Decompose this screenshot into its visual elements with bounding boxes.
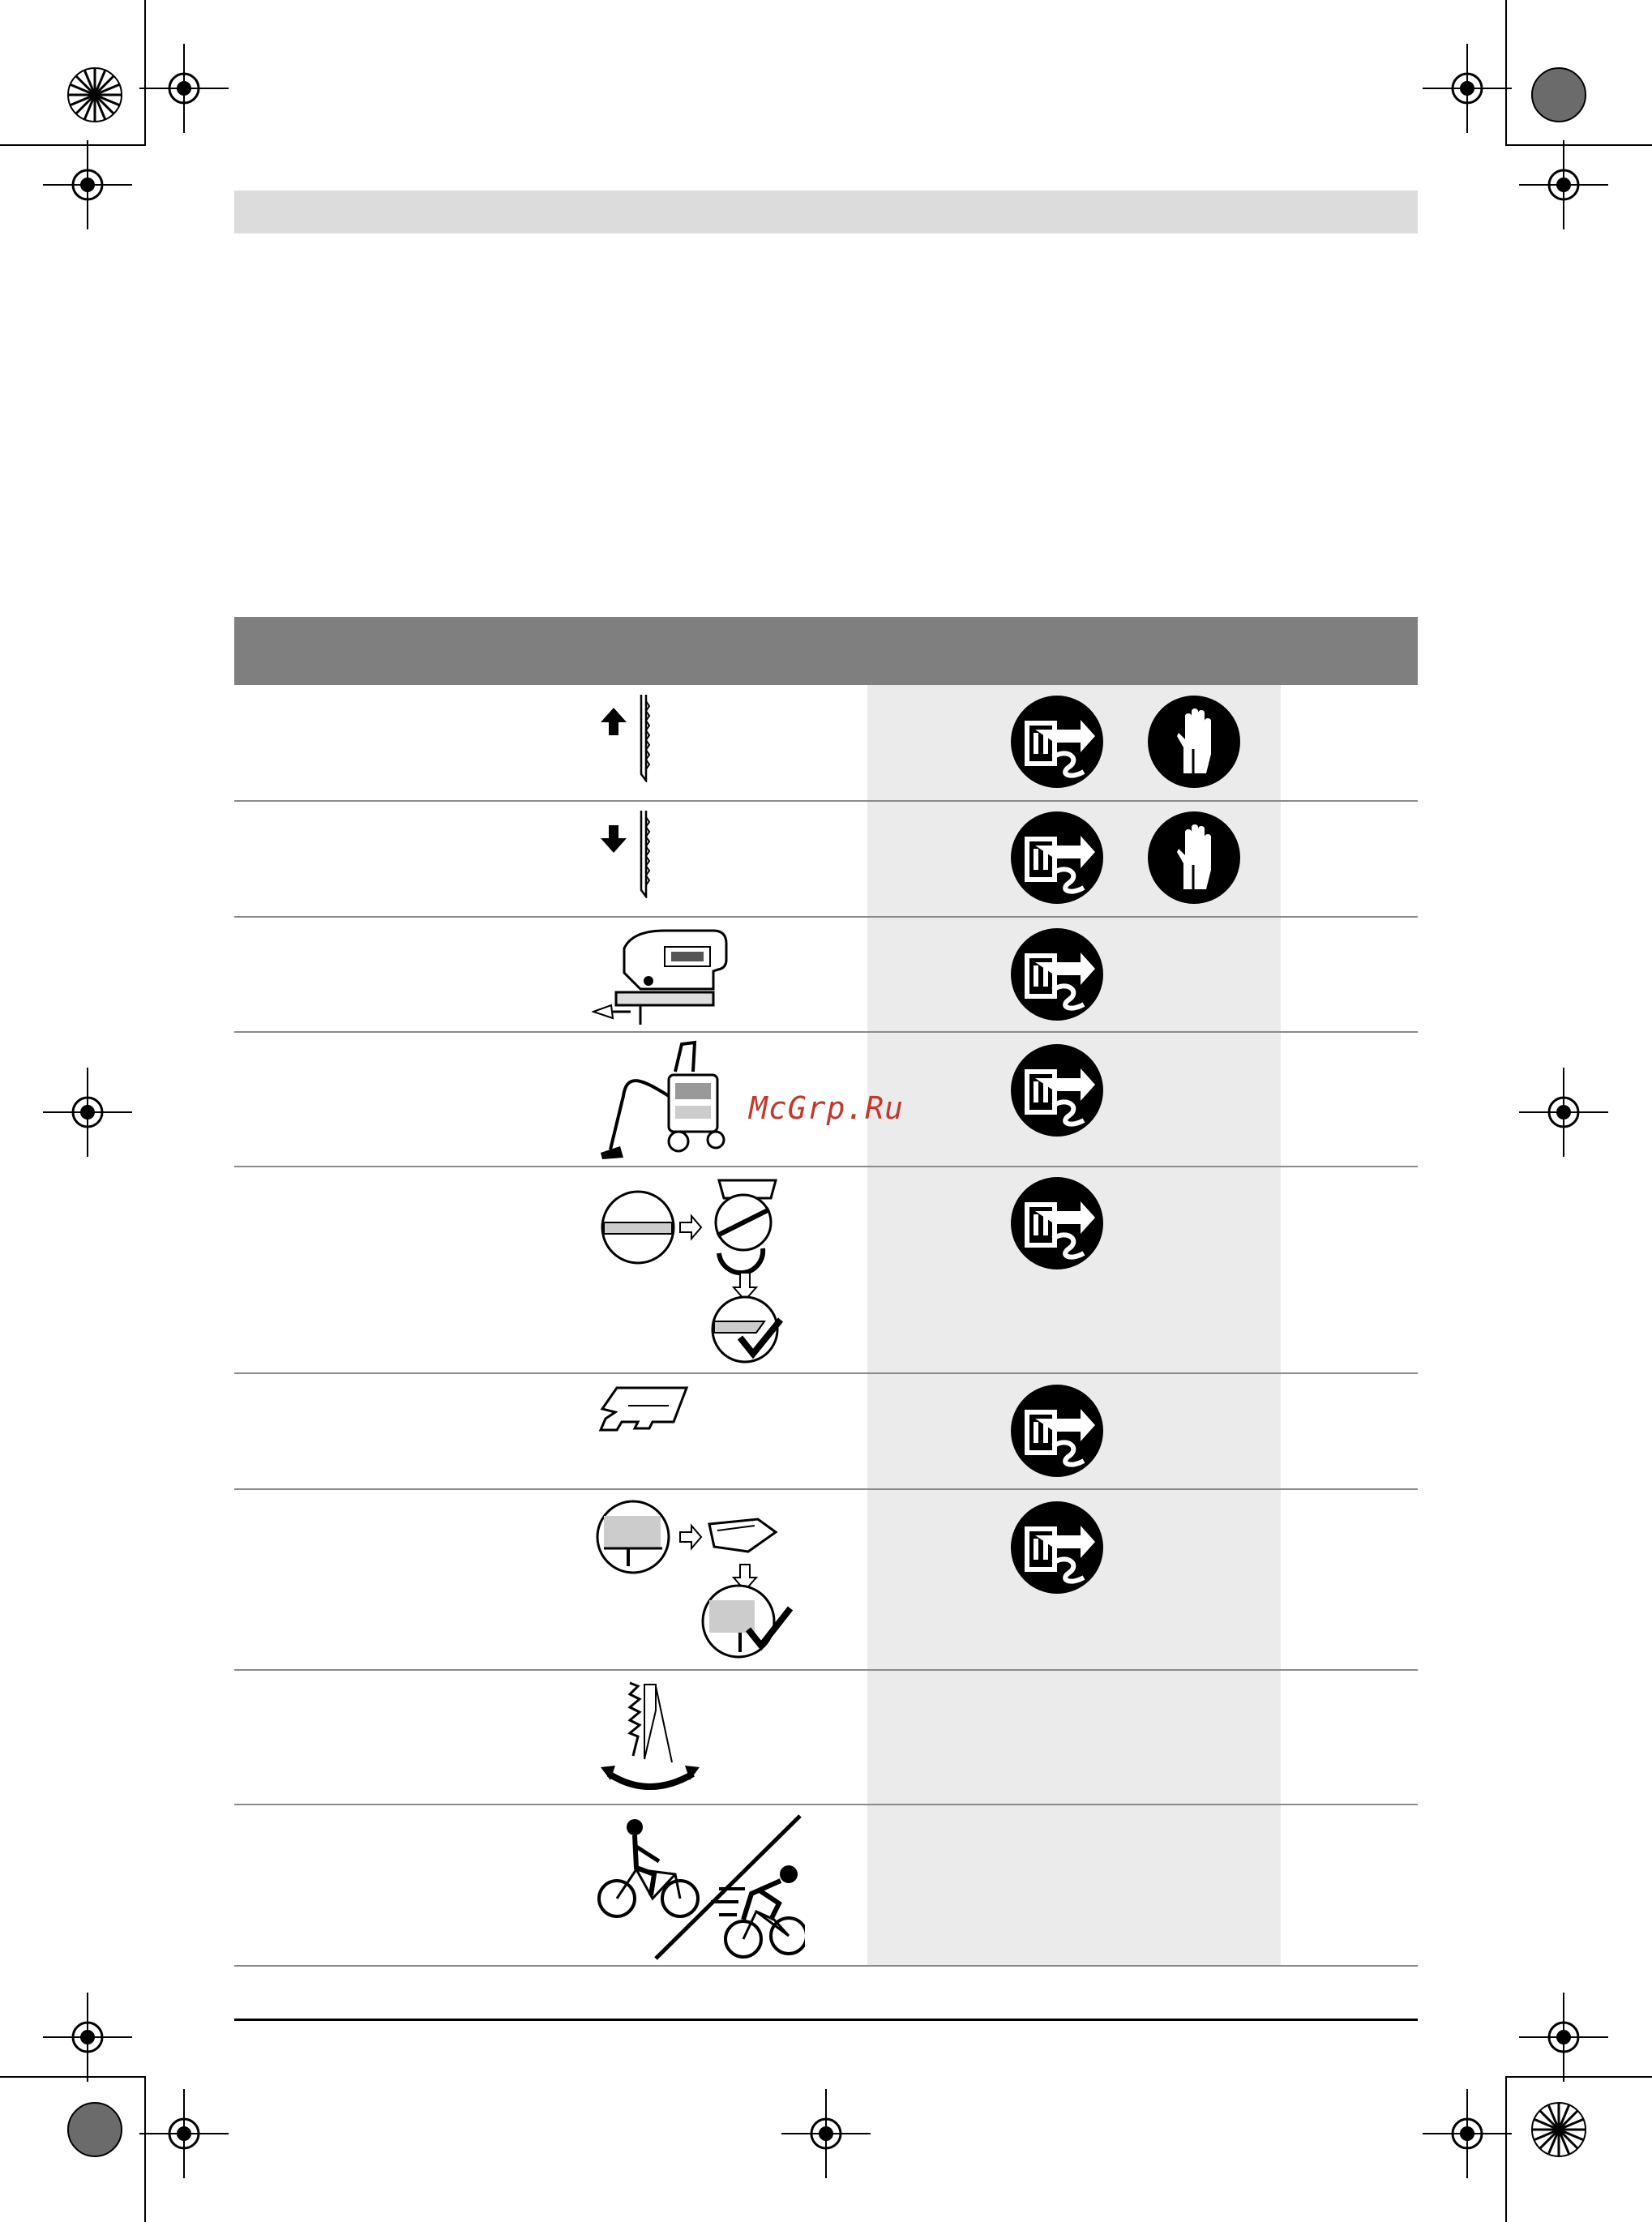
gloves-icon [1148, 811, 1240, 904]
unplug-icon [1011, 811, 1103, 904]
registration-mark-icon [1519, 140, 1608, 229]
vacuum-cleaner-icon [594, 1039, 737, 1161]
registration-mark-icon [139, 44, 229, 133]
row-divider [234, 1031, 1418, 1033]
registration-mark-icon [1519, 1068, 1608, 1157]
row-divider [234, 1804, 1418, 1805]
row-divider [234, 1166, 1418, 1167]
unplug-icon [1011, 1177, 1103, 1269]
orbital-action-icon [597, 1678, 703, 1798]
splinter-guard-icon [596, 1500, 798, 1662]
speed-selection-icon [597, 1814, 805, 1963]
jigsaw-tool-icon [592, 924, 734, 1025]
bevel-angle-adjust-icon [597, 1174, 792, 1365]
saw-blade-remove-icon [596, 809, 669, 898]
unplug-icon [1011, 696, 1103, 788]
star-target-icon [66, 66, 123, 123]
registration-mark-icon [781, 2089, 871, 2178]
registration-mark-icon [139, 2089, 229, 2178]
registration-mark-icon [1423, 44, 1512, 133]
unplug-icon [1011, 928, 1103, 1021]
unplug-icon [1011, 1385, 1103, 1477]
gloves-icon [1148, 696, 1240, 788]
footer-rule [234, 2019, 1418, 2021]
table-header [234, 617, 1418, 685]
row-divider [234, 1372, 1418, 1374]
registration-mark-icon [43, 1993, 132, 2082]
star-target-icon [1530, 2101, 1587, 2158]
saw-blade-insert-icon [596, 693, 669, 782]
top-header-band [234, 191, 1418, 233]
unplug-icon [1011, 1044, 1103, 1137]
row-divider [234, 800, 1418, 802]
watermark-text: McGrp.Ru [749, 1090, 905, 1126]
registration-mark-icon [43, 1068, 132, 1157]
row-divider [234, 1669, 1418, 1671]
row-divider [234, 1488, 1418, 1490]
registration-mark-icon [43, 140, 132, 229]
gray-target-icon [66, 2101, 123, 2158]
base-plate-icon [596, 1385, 690, 1441]
unplug-icon [1011, 1501, 1103, 1594]
row-divider [234, 916, 1418, 918]
gray-target-icon [1530, 66, 1587, 123]
registration-mark-icon [1519, 1993, 1608, 2082]
registration-mark-icon [1423, 2089, 1512, 2178]
row-divider [234, 1965, 1418, 1967]
